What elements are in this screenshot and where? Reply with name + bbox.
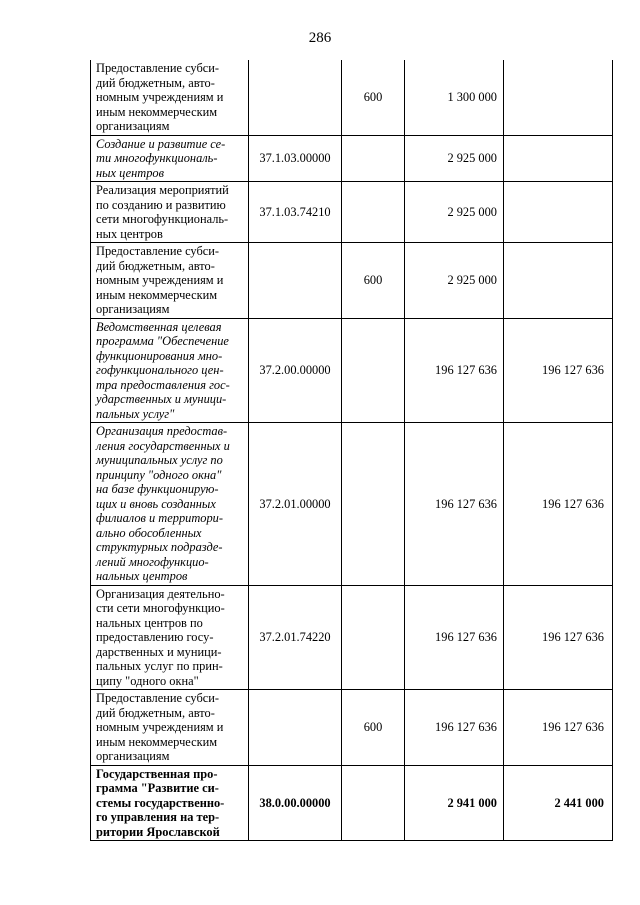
row-name-cell: Предоставление субси- дий бюджетным, авто- номным учреждениям и иным некоммерческим организациям bbox=[91, 243, 249, 319]
row-amount-year2-cell bbox=[504, 135, 613, 182]
budget-table-body bbox=[91, 60, 613, 841]
row-code-cell: 37.1.03.74210 bbox=[249, 182, 342, 243]
budget-table bbox=[90, 60, 613, 841]
table-row bbox=[91, 690, 613, 766]
row-type-cell: 600 bbox=[342, 243, 405, 319]
row-type-cell bbox=[342, 318, 405, 423]
row-amount-year1-cell: 196 127 636 bbox=[405, 585, 504, 690]
row-amount-year2-cell: 196 127 636 bbox=[504, 423, 613, 586]
row-name-cell: Реализация мероприятий по созданию и развитию сети многофункциональ- ных центров bbox=[91, 182, 249, 243]
table-row bbox=[91, 243, 613, 319]
row-amount-year2-cell bbox=[504, 243, 613, 319]
row-type-cell bbox=[342, 182, 405, 243]
row-amount-year1-cell: 2 925 000 bbox=[405, 243, 504, 319]
row-amount-year2-cell bbox=[504, 182, 613, 243]
row-name-cell: Создание и развитие се- ти многофункциональ- ных центров bbox=[91, 135, 249, 182]
row-amount-year1-cell: 2 941 000 bbox=[405, 765, 504, 841]
table-row bbox=[91, 765, 613, 841]
table-row bbox=[91, 423, 613, 586]
table-row bbox=[91, 182, 613, 243]
row-code-cell: 38.0.00.00000 bbox=[249, 765, 342, 841]
row-amount-year1-cell: 2 925 000 bbox=[405, 135, 504, 182]
table-row bbox=[91, 318, 613, 423]
row-name-cell: Предоставление субси- дий бюджетным, авто- номным учреждениям и иным некоммерческим организациям bbox=[91, 690, 249, 766]
row-amount-year1-cell: 196 127 636 bbox=[405, 690, 504, 766]
row-amount-year2-cell: 196 127 636 bbox=[504, 318, 613, 423]
row-amount-year2-cell: 2 441 000 bbox=[504, 765, 613, 841]
row-code-cell: 37.2.00.00000 bbox=[249, 318, 342, 423]
row-name-cell: Организация деятельно- сти сети многофункцио- нальных центров по предоставлению госу- дарственных и муници- пальных услуг по прин- ципу "одного окна" bbox=[91, 585, 249, 690]
row-name-cell: Предоставление субси- дий бюджетным, авто- номным учреждениям и иным некоммерческим организациям bbox=[91, 60, 249, 135]
table-row bbox=[91, 60, 613, 135]
row-code-cell bbox=[249, 60, 342, 135]
row-code-cell: 37.2.01.74220 bbox=[249, 585, 342, 690]
row-amount-year1-cell: 2 925 000 bbox=[405, 182, 504, 243]
table-row bbox=[91, 135, 613, 182]
table-row bbox=[91, 585, 613, 690]
row-code-cell bbox=[249, 243, 342, 319]
row-amount-year2-cell: 196 127 636 bbox=[504, 585, 613, 690]
page-number: 286 bbox=[308, 30, 332, 46]
row-code-cell: 37.1.03.00000 bbox=[249, 135, 342, 182]
row-type-cell bbox=[342, 423, 405, 586]
row-name-cell: Государственная про- грамма "Развитие си- стемы государственно- го управления на тер- ритории Ярославской bbox=[91, 765, 249, 841]
row-type-cell: 600 bbox=[342, 60, 405, 135]
row-name-cell: Ведомственная целевая программа "Обеспечение функционирования мно- гофункционального цен- тра предоставления гос- ударственных и муници- пальных услуг" bbox=[91, 318, 249, 423]
row-amount-year2-cell: 196 127 636 bbox=[504, 690, 613, 766]
row-amount-year2-cell bbox=[504, 60, 613, 135]
row-type-cell bbox=[342, 585, 405, 690]
row-amount-year1-cell: 1 300 000 bbox=[405, 60, 504, 135]
row-type-cell bbox=[342, 135, 405, 182]
row-type-cell: 600 bbox=[342, 690, 405, 766]
row-type-cell bbox=[342, 765, 405, 841]
row-amount-year1-cell: 196 127 636 bbox=[405, 318, 504, 423]
row-name-cell: Организация предостав- ления государственных и муниципальных услуг по принципу "одного окна" на базе функционирую- щих и вновь созданных филиалов и территори- ально обособленных структурных подразде- лений многофункцио- нальных центров bbox=[91, 423, 249, 586]
row-amount-year1-cell: 196 127 636 bbox=[405, 423, 504, 586]
row-code-cell: 37.2.01.00000 bbox=[249, 423, 342, 586]
row-code-cell bbox=[249, 690, 342, 766]
